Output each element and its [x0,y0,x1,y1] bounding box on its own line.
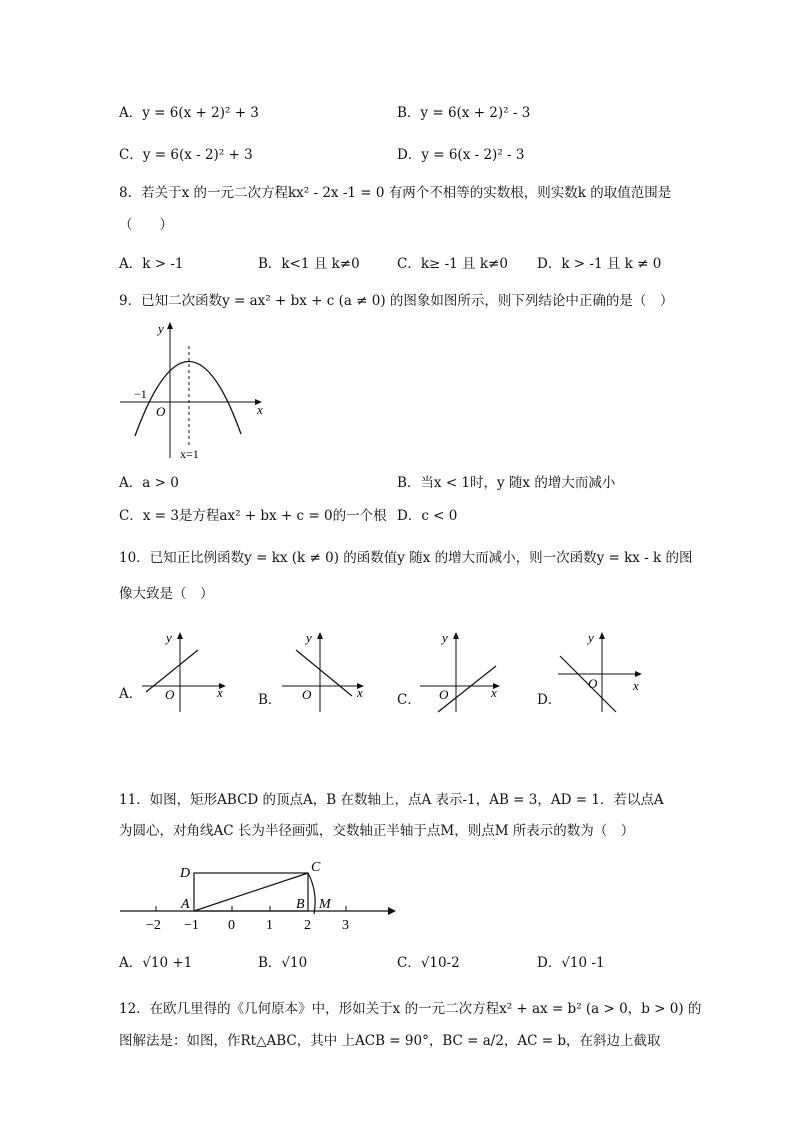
svg-text:x: x [357,685,363,700]
svg-text:O: O [439,687,449,702]
svg-text:x: x [217,685,223,700]
arc [308,873,315,914]
q12-stem: 12．在欧几里得的《几何原本》中，形如关于x 的一元二次方程x² + ax = b² (a > 0，b > 0) 的 [119,1001,702,1017]
svg-text:2: 2 [304,918,311,933]
q11-option-c: C．√10-2 [397,955,460,971]
svg-text:C: C [311,860,321,875]
q9-stem: 9．已知二次函数y = ax² + bx + c (a ≠ 0) 的图象如图所示，则下列结论中正确的是（ ） [119,293,674,309]
svg-text:0: 0 [228,918,235,933]
number-line-arrow [388,907,396,915]
q9-option-c: C．x = 3是方程ax² + bx + c = 0的一个根 [119,508,387,524]
q9-option-b: B．当x < 1时，y 随x 的增大而减小 [397,475,616,491]
graph-origin-label: O [156,404,166,419]
q9-option-d: D．c < 0 [397,508,458,524]
q12-stem-cont: 图解法是：如图，作Rt△ABC，其中 上ACB = 90°，BC = a/2，AC = b，在斜边上截取 [119,1033,661,1049]
q7-option-d: D．y = 6(x - 2)² - 3 [397,147,525,163]
q8-option-a: A．k > -1 [119,256,184,272]
svg-text:x: x [633,678,639,693]
svg-text:y: y [166,630,172,645]
q10-option-c: C． [397,692,421,708]
q7-option-a: A．y = 6(x + 2)² + 3 [119,105,259,121]
q8-option-b: B．k<1 且 k≠0 [258,256,360,272]
q11-stem-cont: 为圆心，对角线AC 长为半径画弧，交数轴正半轴于点M，则点M 所表示的数为（ ） [119,823,635,839]
y-axis-arrow [167,322,173,329]
graph-y-label: y [158,321,164,336]
svg-text:M: M [319,897,331,912]
q10-stem: 10．已知正比例函数y = kx (k ≠ 0) 的函数值y 随x 的增大而减小，则一次函数y = kx - k 的图 [119,550,693,566]
graph-symmetry-label: x=1 [180,447,199,461]
graph-root-label: −1 [134,387,147,401]
q10-option-b: B． [258,692,282,708]
q10-graph-c [418,628,518,716]
svg-text:y: y [588,630,594,645]
q10-graph-d [556,628,656,716]
q7-option-b: B．y = 6(x + 2)² - 3 [397,105,531,121]
svg-text:3: 3 [342,918,349,933]
q11-stem: 11．如图，矩形ABCD 的顶点A，B 在数轴上，点A 表示-1，AB = 3，AD = 1．若以点A [119,792,664,808]
q11-option-b: B．√10 [258,955,308,971]
q9-parabola-graph [118,318,278,463]
q7-option-c: C．y = 6(x - 2)² + 3 [119,147,253,163]
q8-option-d: D．k > -1 且 k ≠ 0 [537,256,662,272]
svg-text:A: A [181,897,190,912]
q11-option-a: A．√10 +1 [119,955,193,971]
svg-text:1: 1 [266,918,273,933]
parabola-curve [135,361,241,436]
svg-text:y: y [306,630,312,645]
q10-option-a: A． [119,686,143,702]
q10-option-d: D． [537,692,562,708]
q8-option-c: C．k≥ -1 且 k≠0 [397,256,508,272]
svg-text:O: O [165,687,175,702]
diagonal-ac [194,873,308,911]
svg-text:O: O [302,687,312,702]
graph-x-label: x [257,402,263,417]
svg-text:x: x [491,685,497,700]
svg-text:−2: −2 [146,918,161,933]
q10-graph-b [280,628,380,716]
svg-text:−1: −1 [184,918,199,933]
q8-stem-bracket: （ ） [119,217,173,233]
q11-figure [118,856,400,934]
q8-stem: 8．若关于x 的一元二次方程kx² - 2x -1 = 0 有两个不相等的实数根，则实数k 的取值范围是 [119,185,672,201]
svg-text:O: O [588,676,598,691]
q9-option-a: A．a > 0 [119,475,179,491]
q10-graph-a [140,628,240,716]
q11-option-d: D．√10 -1 [537,955,605,971]
svg-text:B: B [296,897,305,912]
svg-text:y: y [442,630,448,645]
svg-text:D: D [180,866,191,881]
q10-stem-cont: 像大致是（ ） [119,586,214,602]
